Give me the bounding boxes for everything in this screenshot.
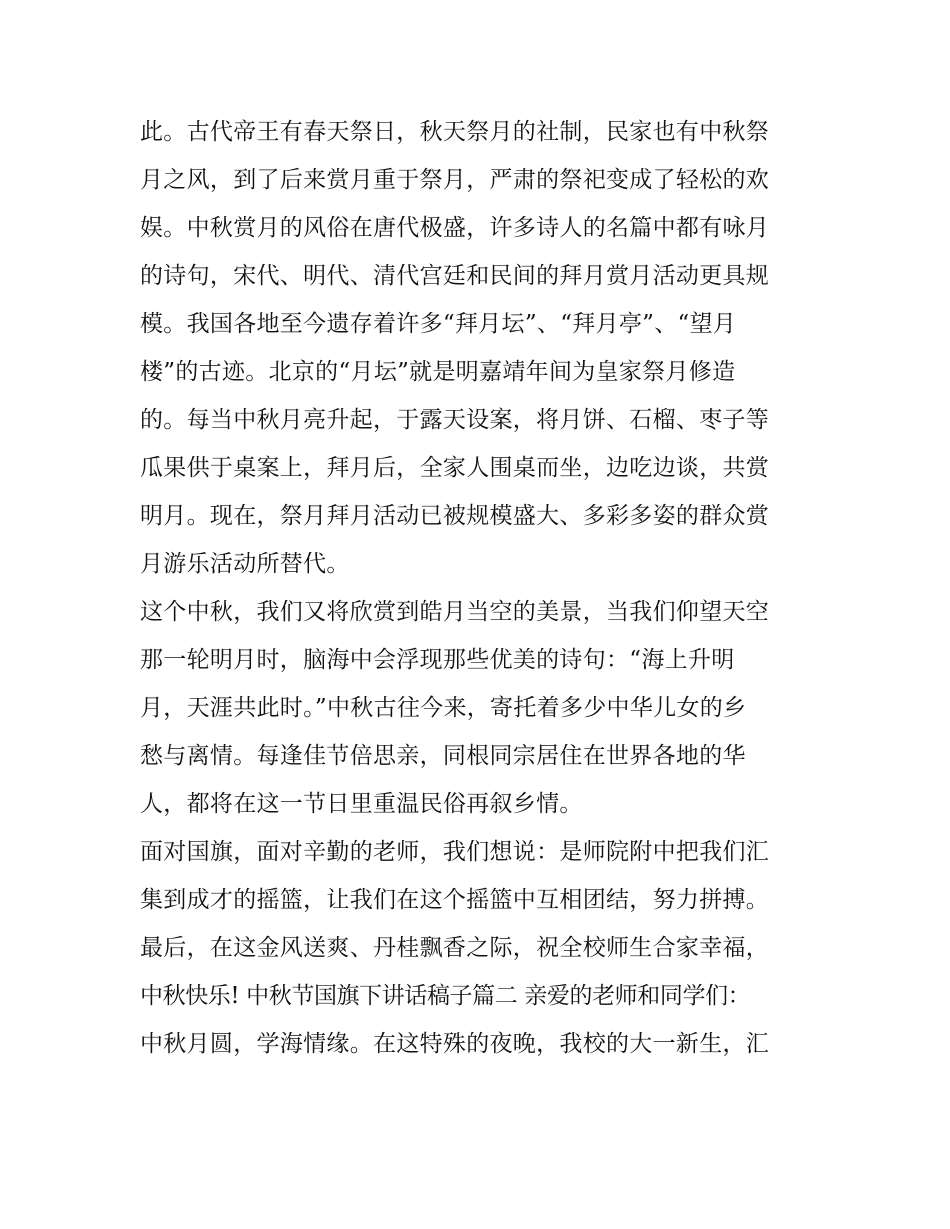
- text-line: 瓜果供于桌案上，拜月后，全家人围桌而坐，边吃边谈，共赏: [140, 455, 770, 481]
- text-line: 集到成才的摇篮，让我们在这个摇篮中互相团结，努力拼搏。: [140, 887, 770, 913]
- text-line: 月，天涯共此时。”中秋古往今来，寄托着多少中华儿女的乡: [140, 695, 747, 721]
- text-line: 愁与离情。每逢佳节倍思亲，同根同宗居住在世界各地的华: [140, 743, 746, 769]
- text-line: 中秋月圆，学海情缘。在这特殊的夜晚，我校的大一新生，汇: [140, 1031, 770, 1057]
- text-line: 月之风，到了后来赏月重于祭月，严肃的祭祀变成了轻松的欢: [140, 167, 770, 193]
- body-text: [140, 108, 820, 1068]
- text-line: 的。每当中秋月亮升起，于露天设案，将月饼、石榴、枣子等: [140, 407, 770, 433]
- text-line: 最后，在这金风送爽、丹桂飘香之际，祝全校师生合家幸福，: [140, 935, 770, 961]
- text-line: 明月。现在，祭月拜月活动已被规模盛大、多彩多姿的群众赏: [140, 503, 770, 529]
- text-line: 楼”的古迹。北京的“月坛”就是明嘉靖年间为皇家祭月修造: [140, 359, 736, 385]
- text-line: 娱。中秋赏月的风俗在唐代极盛，许多诗人的名篇中都有咏月: [140, 215, 770, 241]
- text-line: 模。我国各地至今遗存着许多“拜月坛”、“拜月亭”、“望月: [140, 311, 737, 337]
- text-line: 面对国旗，面对辛勤的老师，我们想说：是师院附中把我们汇: [140, 839, 770, 865]
- text-line: 此。古代帝王有春天祭日，秋天祭月的社制，民家也有中秋祭: [140, 119, 770, 145]
- text-line: 的诗句，宋代、明代、清代宫廷和民间的拜月赏月活动更具规: [140, 263, 770, 289]
- text-line: 那一轮明月时，脑海中会浮现那些优美的诗句：“海上升明: [140, 647, 735, 673]
- text-line: 中秋快乐! 中秋节国旗下讲话稿子篇二 亲爱的老师和同学们：: [140, 983, 751, 1009]
- text-line: 月游乐活动所替代。: [140, 551, 350, 577]
- text-line: 这个中秋，我们又将欣赏到皓月当空的美景，当我们仰望天空: [140, 599, 770, 625]
- text-line: 人，都将在这一节日里重温民俗再叙乡情。: [140, 791, 583, 817]
